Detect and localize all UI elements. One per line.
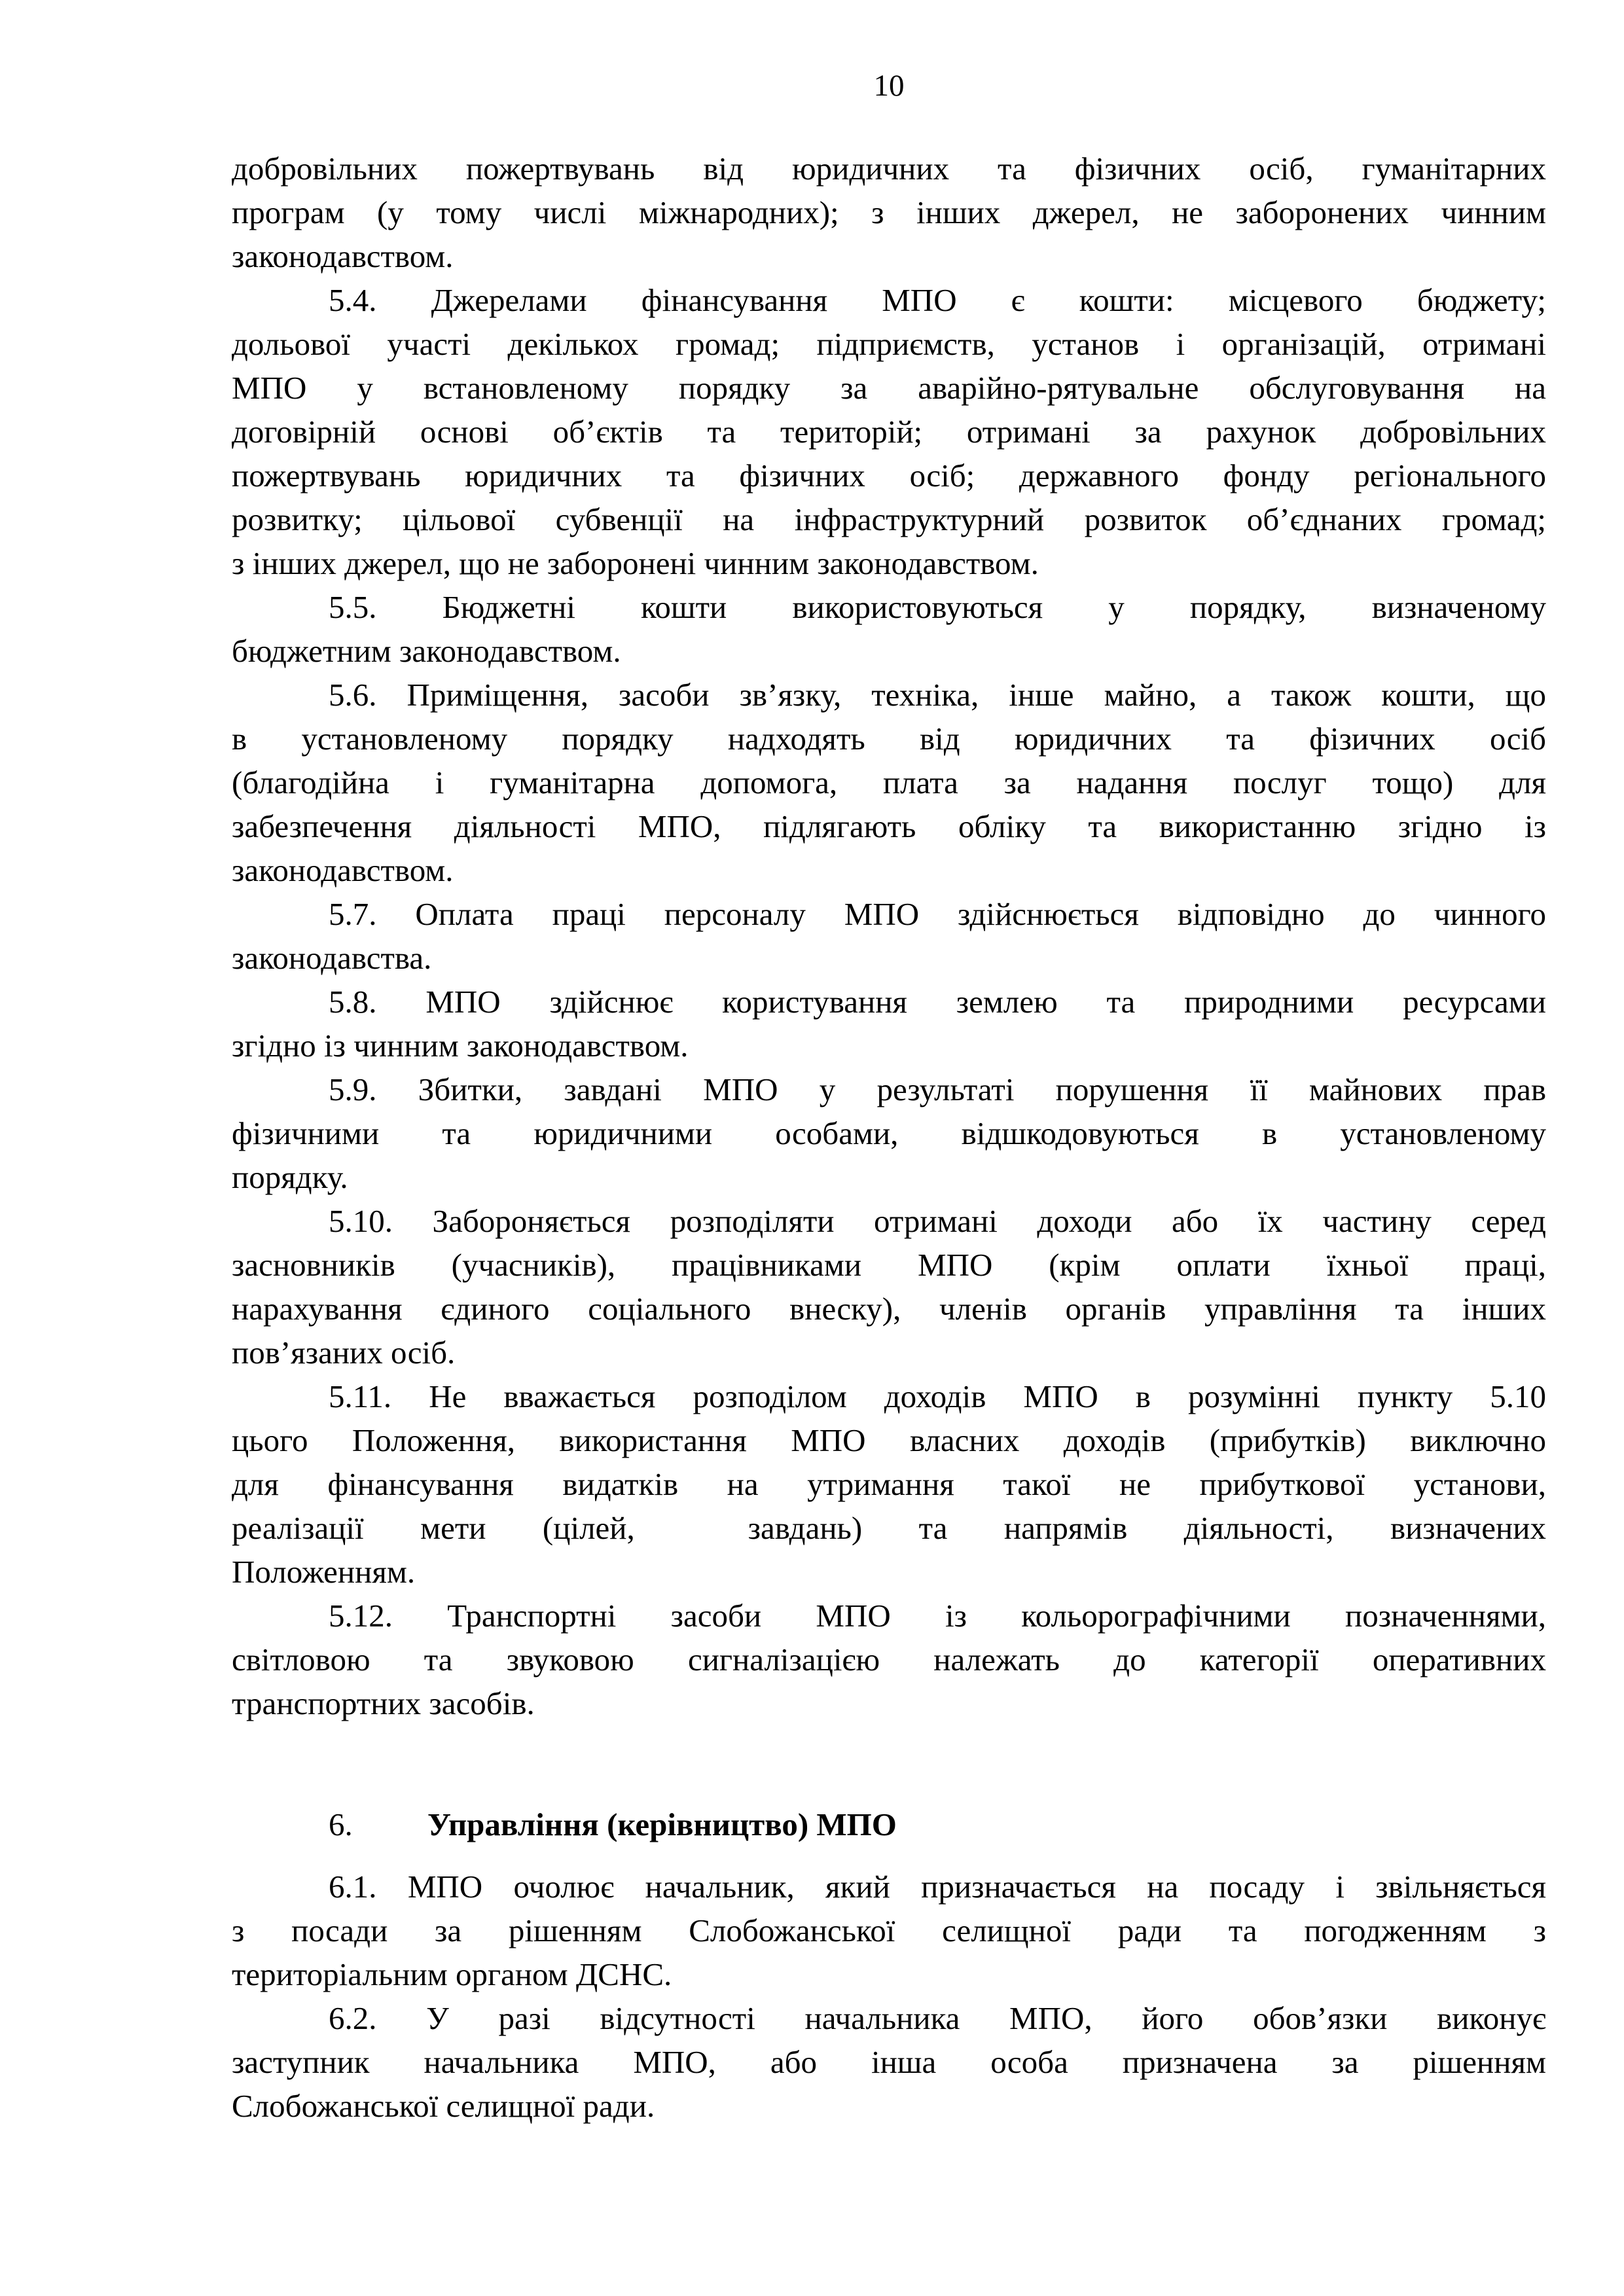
text-line: згідно із чинним законодавством.	[232, 1028, 689, 1064]
text-line: 5.11. Не вважається розподілом доходів МПО в розумінні пункту 5.10	[329, 1378, 1546, 1414]
text-line: пожертвувань юридичних та фізичних осіб; державного фонду регіонального	[232, 457, 1546, 493]
text-line: з посади за рішенням Слобожанської селищної ради та погодженням з	[232, 1912, 1546, 1948]
text-line: законодавством.	[232, 852, 454, 888]
text-line: Слобожанської селищної ради.	[232, 2088, 655, 2124]
text-line: територіальним органом ДСНС.	[232, 1956, 672, 1992]
text-line: фізичними та юридичними особами, відшкодовуються в установленому	[232, 1115, 1546, 1151]
text-line: 5.8. МПО здійснює користування землею та природними ресурсами	[329, 984, 1546, 1020]
text-line: 5.5. Бюджетні кошти використовуються у порядку, визначеному	[329, 589, 1546, 625]
text-line: бюджетним законодавством.	[232, 633, 621, 669]
text-line: Положенням.	[232, 1554, 416, 1590]
text-line: МПО у встановленому порядку за аварійно-рятувальне обслуговування на	[232, 370, 1546, 406]
text-line: цього Положення, використання МПО власних доходів (прибутків) виключно	[232, 1422, 1546, 1458]
text-line: дольової участі декількох громад; підприємств, установ і організацій, отримані	[232, 326, 1546, 362]
text-line: заступник начальника МПО, або інша особа призначена за рішенням	[232, 2044, 1546, 2080]
section-heading	[232, 1803, 1546, 1846]
text-line: законодавством.	[232, 238, 454, 274]
text-line: програм (у тому числі міжнародних); з інших джерел, не заборонених чинним	[232, 194, 1546, 230]
text-line: реалізації мети (цілей, завдань) та напрямів діяльності, визначених	[232, 1510, 1546, 1546]
text-line: забезпечення діяльності МПО, підлягають обліку та використанню згідно із	[232, 808, 1546, 844]
text-line: законодавства.	[232, 940, 432, 976]
page-number: 10	[873, 69, 905, 103]
text-line: 5.6. Приміщення, засоби зв’язку, техніка, інше майно, а також кошти, що	[329, 677, 1546, 713]
text-line: засновників (учасників), працівниками МПО (крім оплати їхньої праці,	[232, 1247, 1546, 1283]
document-body	[232, 147, 1546, 2128]
section-heading-number: 6.	[329, 1806, 353, 1842]
text-line: нарахування єдиного соціального внеску), членів органів управління та інших	[232, 1291, 1546, 1327]
text-line: світловою та звуковою сигналізацією належать до категорії оперативних	[232, 1641, 1546, 1677]
text-line: 5.7. Оплата праці персоналу МПО здійснюється відповідно до чинного	[329, 896, 1546, 932]
text-line: 5.4. Джерелами фінансування МПО є кошти: місцевого бюджету;	[329, 282, 1546, 318]
text-line: 6.2. У разі відсутності начальника МПО, його обов’язки виконує	[329, 2000, 1546, 2036]
text-line: розвитку; цільової субвенції на інфраструктурний розвиток об’єднаних громад;	[232, 501, 1546, 537]
text-line: з інших джерел, що не заборонені чинним законодавством.	[232, 545, 1039, 581]
text-line: 5.10. Забороняється розподіляти отримані доходи або їх частину серед	[329, 1203, 1546, 1239]
text-line: 6.1. МПО очолює начальник, який призначається на посаду і звільняється	[329, 1869, 1546, 1905]
text-line: договірній основі об’єктів та територій; отримані за рахунок добровільних	[232, 414, 1546, 450]
text-line: (благодійна і гуманітарна допомога, плата за надання послуг тощо) для	[232, 764, 1546, 800]
section-heading-title: Управління (керівництво) МПО	[427, 1806, 897, 1842]
text-line: пов’язаних осіб.	[232, 1335, 456, 1371]
text-line: для фінансування видатків на утримання такої не прибуткової установи,	[232, 1466, 1546, 1502]
text-line: 5.9. Збитки, завдані МПО у результаті порушення її майнових прав	[329, 1071, 1546, 1107]
text-line: в установленому порядку надходять від юридичних та фізичних осіб	[232, 721, 1546, 757]
text-line: добровільних пожертвувань від юридичних та фізичних осіб, гуманітарних	[232, 151, 1546, 187]
text-line: транспортних засобів.	[232, 1685, 535, 1721]
text-line: 5.12. Транспортні засоби МПО із кольорографічними позначеннями,	[329, 1598, 1546, 1634]
text-line: порядку.	[232, 1159, 348, 1195]
